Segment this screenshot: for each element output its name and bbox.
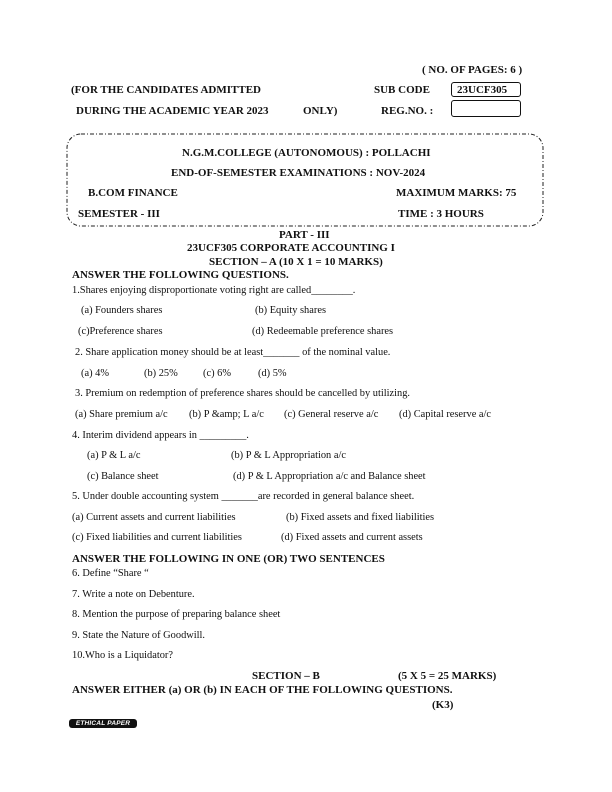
question-8: 8. Mention the purpose of preparing balance sheet xyxy=(72,609,281,620)
maximum-marks: MAXIMUM MARKS: 75 xyxy=(396,187,517,199)
q3-option-a: (a) Share premium a/c xyxy=(75,409,168,420)
short-answer-instruction: ANSWER THE FOLLOWING IN ONE (OR) TWO SENTENCES xyxy=(72,553,385,565)
page-count: ( NO. OF PAGES: 6 ) xyxy=(422,64,523,76)
q1-option-c: (c)Preference shares xyxy=(78,326,163,337)
q1-option-d: (d) Redeemable preference shares xyxy=(252,326,394,337)
sub-code-label: SUB CODE xyxy=(374,84,430,96)
exam-title: END-OF-SEMESTER EXAMINATIONS : NOV-2024 xyxy=(171,167,426,179)
reg-no-label: REG.NO. : xyxy=(381,105,434,117)
section-a-title: SECTION – A (10 X 1 = 10 MARKS) xyxy=(209,256,383,268)
candidates-only: ONLY) xyxy=(303,105,338,117)
q2-option-c: (c) 6% xyxy=(203,368,231,379)
q4-option-d: (d) P & L Appropriation a/c and Balance sheet xyxy=(233,471,426,482)
knowledge-level: (K3) xyxy=(432,699,454,711)
course-title: 23UCF305 CORPORATE ACCOUNTING I xyxy=(187,242,395,254)
q3-option-c: (c) General reserve a/c xyxy=(284,409,379,420)
college-name: N.G.M.COLLEGE (AUTONOMOUS) : POLLACHI xyxy=(182,147,431,159)
sub-code-value: 23UCF305 xyxy=(457,84,508,96)
question-10: 10.Who is a Liquidator? xyxy=(72,650,173,661)
section-a-instruction: ANSWER THE FOLLOWING QUESTIONS. xyxy=(72,269,289,281)
q5-option-c: (c) Fixed liabilities and current liabilities xyxy=(72,532,242,543)
q5-option-a: (a) Current assets and current liabilities xyxy=(72,512,236,523)
question-7: 7. Write a note on Debenture. xyxy=(72,589,195,600)
q4-option-c: (c) Balance sheet xyxy=(87,471,159,482)
exam-info-box xyxy=(66,133,544,227)
q2-option-b: (b) 25% xyxy=(144,368,178,379)
q2-option-d: (d) 5% xyxy=(258,368,287,379)
section-b-instruction: ANSWER EITHER (a) OR (b) IN EACH OF THE FOLLOWING QUESTIONS. xyxy=(72,684,453,696)
q3-option-b: (b) P &amp; L a/c xyxy=(189,409,264,420)
q1-option-b: (b) Equity shares xyxy=(255,305,326,316)
q3-option-d: (d) Capital reserve a/c xyxy=(399,409,492,420)
question-2: 2. Share application money should be at least_______ of the nominal value. xyxy=(75,347,391,358)
q5-option-b: (b) Fixed assets and fixed liabilities xyxy=(286,512,435,523)
candidates-admitted-line1: (FOR THE CANDIDATES ADMITTED xyxy=(71,84,261,96)
q2-option-a: (a) 4% xyxy=(81,368,109,379)
q4-option-a: (a) P & L a/c xyxy=(87,450,141,461)
question-9: 9. State the Nature of Goodwill. xyxy=(72,630,206,641)
question-6: 6. Define “Share “ xyxy=(72,568,149,579)
question-3: 3. Premium on redemption of preference shares should be cancelled by utilizing. xyxy=(75,388,410,399)
sub-code-box xyxy=(451,82,521,97)
program-name: B.COM FINANCE xyxy=(88,187,178,199)
question-5: 5. Under double accounting system _______are recorded in general balance sheet. xyxy=(72,491,415,502)
part-title: PART - III xyxy=(279,229,330,241)
q1-option-a: (a) Founders shares xyxy=(81,305,163,316)
semester: SEMESTER - III xyxy=(78,208,160,220)
q4-option-b: (b) P & L Appropriation a/c xyxy=(231,450,346,461)
candidates-admitted-line2: DURING THE ACADEMIC YEAR 2023 xyxy=(76,105,269,117)
section-b-marks: (5 X 5 = 25 MARKS) xyxy=(398,670,497,682)
q5-option-d: (d) Fixed assets and current assets xyxy=(281,532,423,543)
ethical-paper-badge: ETHICAL PAPER xyxy=(69,719,137,728)
question-1: 1.Shares enjoying disproportionate voting right are called________. xyxy=(72,285,356,296)
exam-duration: TIME : 3 HOURS xyxy=(398,208,484,220)
question-4: 4. Interim dividend appears in _________. xyxy=(72,430,249,441)
section-b-title: SECTION – B xyxy=(252,670,320,682)
reg-no-field[interactable] xyxy=(451,100,521,117)
